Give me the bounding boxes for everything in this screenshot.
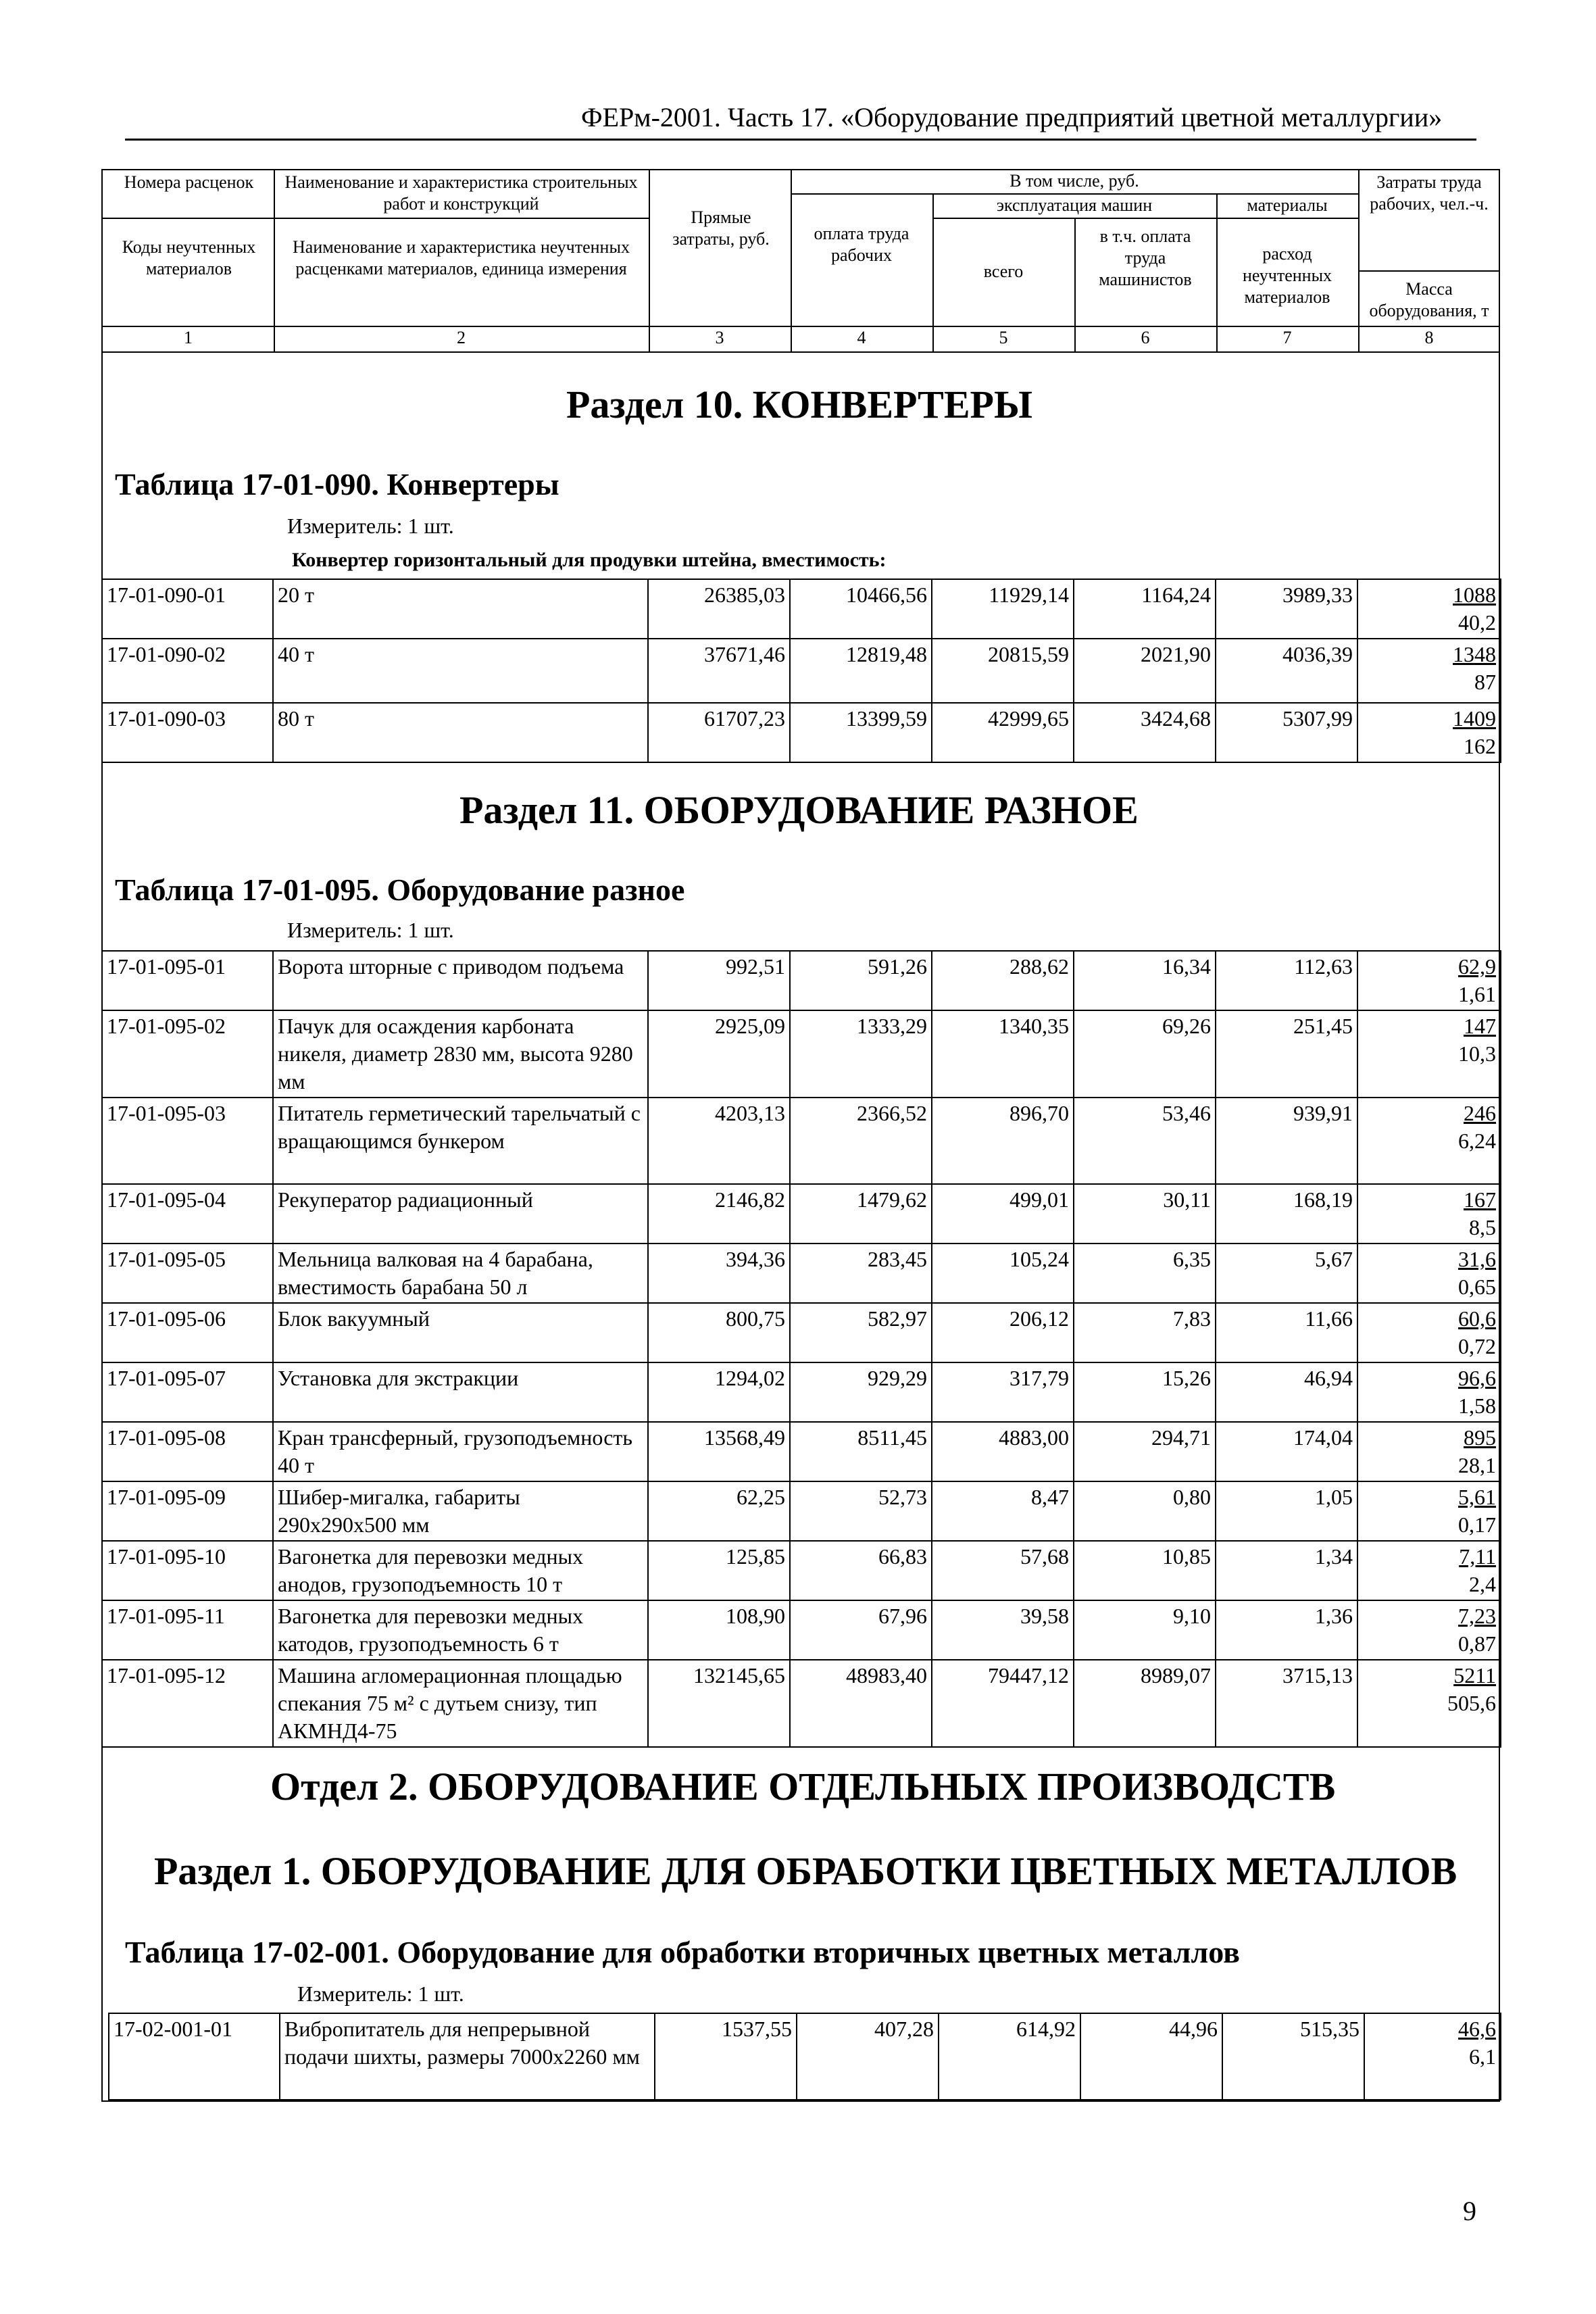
table-17-01-090: [101, 578, 1501, 763]
labor-hours: 1409: [1453, 706, 1496, 731]
header-col1-top: Номера расценок: [124, 172, 254, 192]
table-17-02-001-unit: Измеритель: 1 шт.: [297, 1981, 464, 2006]
operator-wages: 16,34: [1074, 951, 1216, 1010]
worker-wages: 929,29: [790, 1362, 932, 1422]
equipment-mass: 162: [1464, 734, 1496, 758]
labor-hours: 5211: [1453, 1663, 1496, 1688]
labor-hours: 96,6: [1458, 1366, 1496, 1390]
labor-hours: 60,6: [1458, 1306, 1496, 1331]
direct-costs: 37671,46: [648, 639, 790, 703]
labor-and-mass: [1357, 1600, 1501, 1660]
direct-costs: 394,36: [648, 1244, 790, 1303]
material-costs: 11,66: [1216, 1303, 1357, 1362]
worker-wages: 2366,52: [790, 1098, 932, 1184]
rate-code: 17-01-095-04: [102, 1184, 273, 1244]
material-costs: 1,05: [1216, 1481, 1357, 1541]
item-name: Вагонетка для перевозки медных анодов, грузоподъемность 10 т: [273, 1541, 648, 1600]
labor-and-mass: [1357, 1422, 1501, 1481]
table-row: [102, 639, 1501, 703]
labor-and-mass: [1357, 1541, 1501, 1600]
rate-code: 17-01-095-03: [102, 1098, 273, 1184]
header-col2-bottom: Наименование и характеристика неучтенных расценками материалов, единица измерения: [293, 237, 630, 278]
labor-hours: 167: [1464, 1187, 1496, 1212]
section-10-title: Раздел 10. КОНВЕРТЕРЫ: [566, 383, 1032, 426]
column-number-4: 4: [857, 328, 866, 347]
table-17-01-095-unit: Измеритель: 1 шт.: [287, 918, 454, 942]
operator-wages: 44,96: [1080, 2013, 1222, 2100]
operator-wages: 10,85: [1074, 1541, 1216, 1600]
table-row: [102, 951, 1501, 1010]
labor-hours: 5,61: [1458, 1485, 1496, 1509]
equipment-mass: 0,72: [1458, 1334, 1496, 1358]
equipment-mass: 0,65: [1458, 1275, 1496, 1299]
header-col3: Прямые затраты, руб.: [672, 207, 770, 249]
equipment-mass: 87: [1474, 670, 1496, 694]
header-col7: расход неучтенных материалов: [1242, 244, 1332, 307]
header-col1-bottom: Коды неучтенных материалов: [122, 237, 256, 278]
labor-and-mass: [1357, 579, 1501, 639]
table-row: [102, 1422, 1501, 1481]
labor-hours: 895: [1464, 1425, 1496, 1450]
column-number-3: 3: [715, 328, 724, 347]
table-17-01-095: [101, 950, 1501, 1748]
machine-costs: 4883,00: [932, 1422, 1074, 1481]
labor-and-mass: [1357, 1481, 1501, 1541]
table-row: [102, 1660, 1501, 1747]
material-costs: 168,19: [1216, 1184, 1357, 1244]
operator-wages: 8989,07: [1074, 1660, 1216, 1747]
operator-wages: 294,71: [1074, 1422, 1216, 1481]
labor-and-mass: [1357, 639, 1501, 703]
rate-code: 17-01-095-12: [102, 1660, 273, 1747]
worker-wages: 407,28: [797, 2013, 939, 2100]
rate-code: 17-01-090-02: [102, 639, 273, 703]
operator-wages: 9,10: [1074, 1600, 1216, 1660]
table-17-02-001: [108, 2013, 1501, 2100]
item-name: Машина агломерационная площадью спекания 75 м² с дутьем снизу, тип АКМНД4-75: [273, 1660, 648, 1747]
labor-and-mass: [1357, 1362, 1501, 1422]
header-machines-group: эксплуатация машин: [996, 195, 1153, 215]
machine-costs: 105,24: [932, 1244, 1074, 1303]
direct-costs: 61707,23: [648, 703, 790, 762]
worker-wages: 1333,29: [790, 1010, 932, 1098]
equipment-mass: 6,24: [1458, 1129, 1496, 1153]
column-number-5: 5: [999, 328, 1008, 347]
labor-hours: 246: [1464, 1101, 1496, 1125]
direct-costs: 2925,09: [648, 1010, 790, 1098]
header-col8-bottom: Масса оборудования, т: [1369, 279, 1489, 320]
header-col8-top: Затраты труда рабочих, чел.-ч.: [1370, 172, 1489, 214]
direct-costs: 125,85: [648, 1541, 790, 1600]
rate-code: 17-01-095-07: [102, 1362, 273, 1422]
labor-hours: 1348: [1453, 642, 1496, 666]
page-number: 9: [1463, 2196, 1476, 2226]
direct-costs: 800,75: [648, 1303, 790, 1362]
material-costs: 3989,33: [1216, 579, 1357, 639]
material-costs: 1,36: [1216, 1600, 1357, 1660]
column-number-7: 7: [1282, 328, 1292, 347]
table-17-01-090-subheading: Конвертер горизонтальный для продувки штейна, вместимость:: [292, 549, 887, 571]
table-17-02-001-title: Таблица 17-02-001. Оборудование для обработки вторичных цветных металлов: [125, 1935, 1240, 1969]
table-row: [102, 1362, 1501, 1422]
equipment-mass: 28,1: [1458, 1453, 1496, 1477]
labor-and-mass: [1364, 2013, 1501, 2100]
operator-wages: 3424,68: [1074, 703, 1216, 762]
item-name: 20 т: [273, 579, 648, 639]
labor-and-mass: [1357, 951, 1501, 1010]
machine-costs: 57,68: [932, 1541, 1074, 1600]
item-name: Мельница валковая на 4 барабана, вместимость барабана 50 л: [273, 1244, 648, 1303]
operator-wages: 0,80: [1074, 1481, 1216, 1541]
direct-costs: 132145,65: [648, 1660, 790, 1747]
table-17-01-090-unit: Измеритель: 1 шт.: [287, 514, 454, 538]
labor-and-mass: [1357, 1660, 1501, 1747]
running-header: ФЕРм-2001. Часть 17. «Оборудование предприятий цветной металлургии»: [581, 102, 1443, 132]
rate-code: 17-01-095-06: [102, 1303, 273, 1362]
worker-wages: 52,73: [790, 1481, 932, 1541]
header-materials-group: материалы: [1247, 195, 1328, 215]
table-row: [102, 1303, 1501, 1362]
labor-and-mass: [1357, 1184, 1501, 1244]
rate-code: 17-02-001-01: [109, 2013, 280, 2100]
labor-hours: 7,23: [1458, 1604, 1496, 1628]
header-col2-top: Наименование и характеристика строительных работ и конструкций: [284, 172, 638, 214]
item-name: Пачук для осаждения карбоната никеля, диаметр 2830 мм, высота 9280 мм: [273, 1010, 648, 1098]
labor-and-mass: [1357, 1303, 1501, 1362]
machine-costs: 11929,14: [932, 579, 1074, 639]
column-number-1: 1: [184, 328, 193, 347]
worker-wages: 67,96: [790, 1600, 932, 1660]
rate-code: 17-01-090-01: [102, 579, 273, 639]
labor-hours: 1088: [1453, 583, 1496, 607]
operator-wages: 7,83: [1074, 1303, 1216, 1362]
direct-costs: 62,25: [648, 1481, 790, 1541]
header-group-title: В том числе, руб.: [1009, 171, 1139, 191]
direct-costs: 26385,03: [648, 579, 790, 639]
material-costs: 939,91: [1216, 1098, 1357, 1184]
table-17-01-095-title: Таблица 17-01-095. Оборудование разное: [115, 872, 685, 907]
column-header: [101, 169, 1500, 353]
machine-costs: 1340,35: [932, 1010, 1074, 1098]
header-col6: в т.ч. оплата труда машинистов: [1099, 226, 1192, 289]
operator-wages: 6,35: [1074, 1244, 1216, 1303]
direct-costs: 1294,02: [648, 1362, 790, 1422]
material-costs: 112,63: [1216, 951, 1357, 1010]
equipment-mass: 0,17: [1458, 1512, 1496, 1537]
machine-costs: 39,58: [932, 1600, 1074, 1660]
rate-code: 17-01-090-03: [102, 703, 273, 762]
header-col4: оплата труда рабочих: [814, 224, 909, 265]
machine-costs: 79447,12: [932, 1660, 1074, 1747]
item-name: Кран трансферный, грузоподъемность 40 т: [273, 1422, 648, 1481]
item-name: Вагонетка для перевозки медных катодов, грузоподъемность 6 т: [273, 1600, 648, 1660]
operator-wages: 30,11: [1074, 1184, 1216, 1244]
equipment-mass: 2,4: [1469, 1572, 1496, 1596]
column-number-8: 8: [1424, 328, 1434, 347]
operator-wages: 69,26: [1074, 1010, 1216, 1098]
rate-code: 17-01-095-10: [102, 1541, 273, 1600]
rate-code: 17-01-095-09: [102, 1481, 273, 1541]
division-2-section-1-title: Раздел 1. ОБОРУДОВАНИЕ ДЛЯ ОБРАБОТКИ ЦВЕТНЫХ МЕТАЛЛОВ: [154, 1849, 1457, 1893]
table-17-01-090-title: Таблица 17-01-090. Конвертеры: [115, 467, 559, 501]
machine-costs: 206,12: [932, 1303, 1074, 1362]
equipment-mass: 40,2: [1458, 610, 1496, 635]
worker-wages: 1479,62: [790, 1184, 932, 1244]
material-costs: 4036,39: [1216, 639, 1357, 703]
column-number-6: 6: [1141, 328, 1150, 347]
rate-code: 17-01-095-08: [102, 1422, 273, 1481]
worker-wages: 48983,40: [790, 1660, 932, 1747]
direct-costs: 4203,13: [648, 1098, 790, 1184]
equipment-mass: 6,1: [1469, 2044, 1496, 2069]
material-costs: 174,04: [1216, 1422, 1357, 1481]
worker-wages: 13399,59: [790, 703, 932, 762]
direct-costs: 13568,49: [648, 1422, 790, 1481]
labor-and-mass: [1357, 1010, 1501, 1098]
material-costs: 3715,13: [1216, 1660, 1357, 1747]
division-2-title: Отдел 2. ОБОРУДОВАНИЕ ОТДЕЛЬНЫХ ПРОИЗВОДСТВ: [270, 1765, 1336, 1808]
worker-wages: 12819,48: [790, 639, 932, 703]
direct-costs: 108,90: [648, 1600, 790, 1660]
table-row: [102, 1481, 1501, 1541]
operator-wages: 1164,24: [1074, 579, 1216, 639]
direct-costs: 1537,55: [655, 2013, 797, 2100]
item-name: 40 т: [273, 639, 648, 703]
item-name: Блок вакуумный: [273, 1303, 648, 1362]
operator-wages: 15,26: [1074, 1362, 1216, 1422]
labor-hours: 147: [1464, 1014, 1496, 1038]
operator-wages: 53,46: [1074, 1098, 1216, 1184]
table-row: [102, 1541, 1501, 1600]
equipment-mass: 1,58: [1458, 1394, 1496, 1418]
labor-and-mass: [1357, 1244, 1501, 1303]
header-rule: [125, 139, 1476, 141]
header-col5: всего: [983, 262, 1024, 281]
labor-and-mass: [1357, 1098, 1501, 1184]
equipment-mass: 1,61: [1458, 982, 1496, 1006]
table-row: [102, 579, 1501, 639]
item-name: 80 т: [273, 703, 648, 762]
labor-and-mass: [1357, 703, 1501, 762]
machine-costs: 614,92: [939, 2013, 1080, 2100]
rate-code: 17-01-095-05: [102, 1244, 273, 1303]
operator-wages: 2021,90: [1074, 639, 1216, 703]
equipment-mass: 10,3: [1458, 1041, 1496, 1066]
machine-costs: 896,70: [932, 1098, 1074, 1184]
machine-costs: 499,01: [932, 1184, 1074, 1244]
item-name: Рекуператор радиационный: [273, 1184, 648, 1244]
equipment-mass: 0,87: [1458, 1631, 1496, 1656]
material-costs: 1,34: [1216, 1541, 1357, 1600]
labor-hours: 7,11: [1459, 1544, 1496, 1569]
direct-costs: 2146,82: [648, 1184, 790, 1244]
item-name: Шибер-мигалка, габариты 290х290х500 мм: [273, 1481, 648, 1541]
machine-costs: 288,62: [932, 951, 1074, 1010]
machine-costs: 8,47: [932, 1481, 1074, 1541]
worker-wages: 582,97: [790, 1303, 932, 1362]
rate-code: 17-01-095-11: [102, 1600, 273, 1660]
labor-hours: 46,6: [1458, 2017, 1496, 2041]
rate-code: 17-01-095-02: [102, 1010, 273, 1098]
table-row: [102, 1600, 1501, 1660]
item-name: Вибропитатель для непрерывной подачи шихты, размеры 7000х2260 мм: [280, 2013, 655, 2100]
item-name: Питатель герметический тарельчатый с вращающимся бункером: [273, 1098, 648, 1184]
machine-costs: 20815,59: [932, 639, 1074, 703]
table-row: [109, 2013, 1501, 2100]
material-costs: 5307,99: [1216, 703, 1357, 762]
material-costs: 515,35: [1222, 2013, 1364, 2100]
equipment-mass: 505,6: [1447, 1691, 1496, 1715]
column-number-2: 2: [457, 328, 466, 347]
table-row: [102, 1098, 1501, 1184]
equipment-mass: 8,5: [1469, 1215, 1496, 1239]
table-row: [102, 1244, 1501, 1303]
labor-hours: 31,6: [1458, 1247, 1496, 1271]
machine-costs: 42999,65: [932, 703, 1074, 762]
material-costs: 251,45: [1216, 1010, 1357, 1098]
labor-hours: 62,9: [1458, 954, 1496, 979]
table-row: [102, 1010, 1501, 1098]
worker-wages: 10466,56: [790, 579, 932, 639]
material-costs: 46,94: [1216, 1362, 1357, 1422]
material-costs: 5,67: [1216, 1244, 1357, 1303]
table-row: [102, 1184, 1501, 1244]
worker-wages: 8511,45: [790, 1422, 932, 1481]
item-name: Установка для экстракции: [273, 1362, 648, 1422]
item-name: Ворота шторные с приводом подъема: [273, 951, 648, 1010]
machine-costs: 317,79: [932, 1362, 1074, 1422]
table-row: [102, 703, 1501, 762]
section-11-title: Раздел 11. ОБОРУДОВАНИЕ РАЗНОЕ: [459, 788, 1139, 832]
worker-wages: 66,83: [790, 1541, 932, 1600]
direct-costs: 992,51: [648, 951, 790, 1010]
rate-code: 17-01-095-01: [102, 951, 273, 1010]
worker-wages: 283,45: [790, 1244, 932, 1303]
worker-wages: 591,26: [790, 951, 932, 1010]
